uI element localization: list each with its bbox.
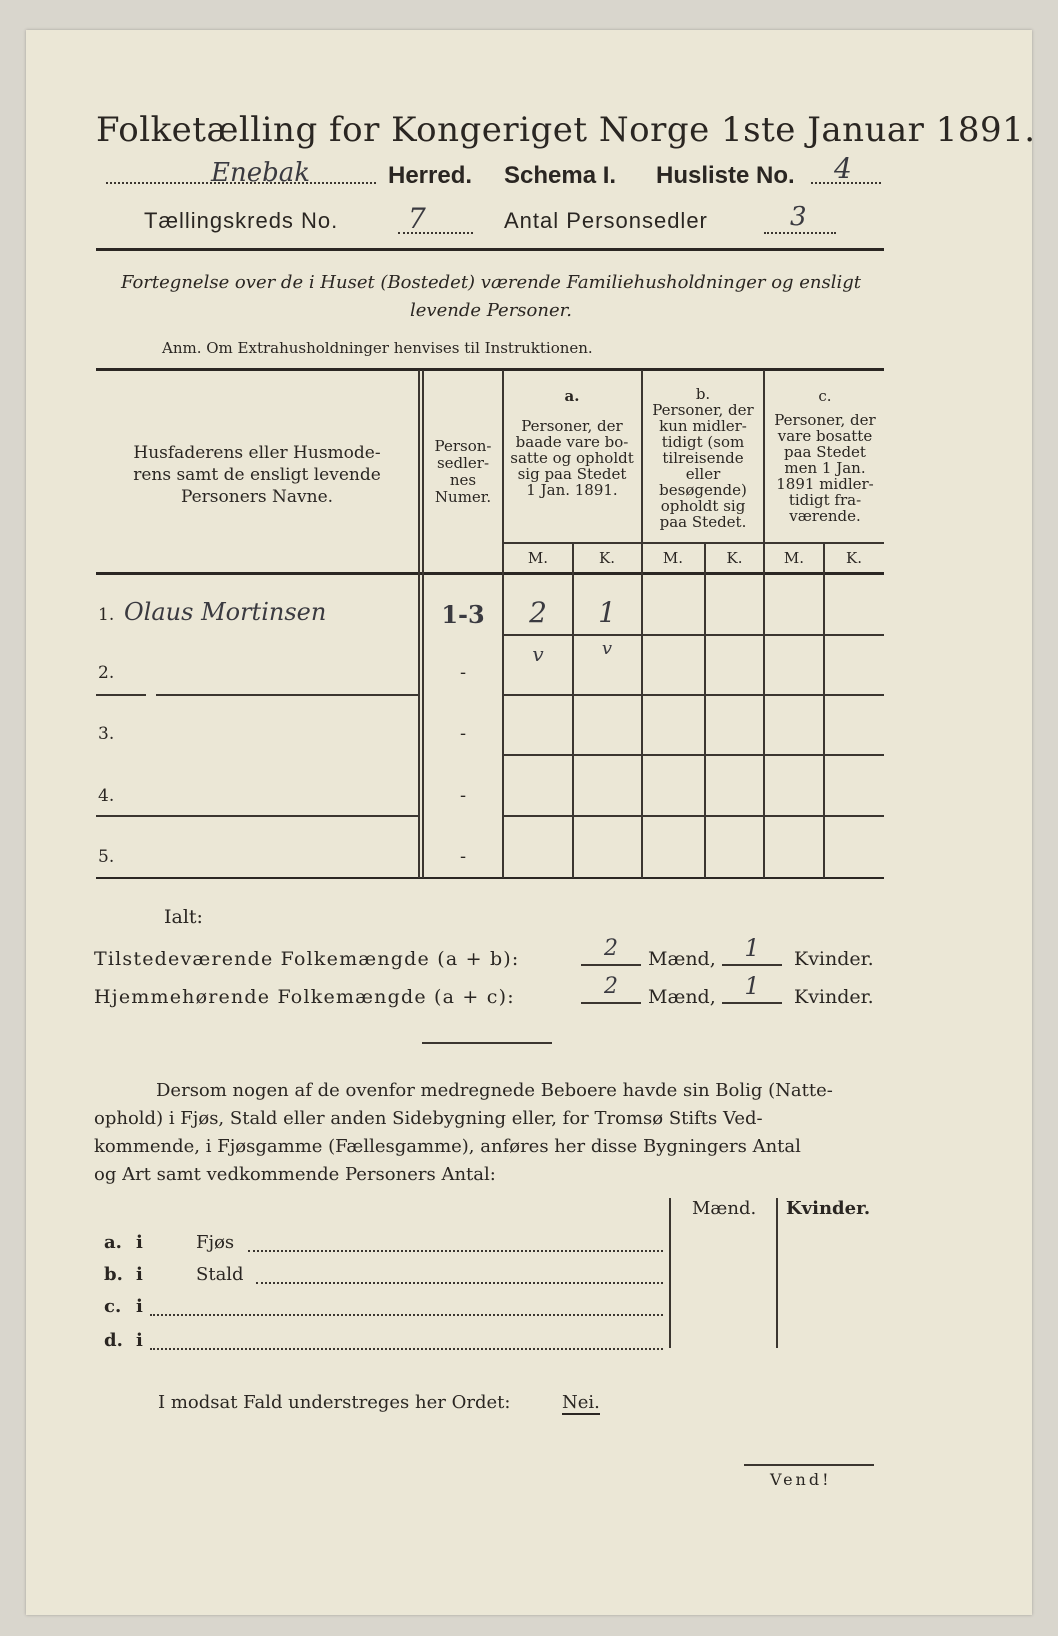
mk-header-b-k: K. (726, 549, 743, 567)
tilstede-kvinder: 1 (744, 934, 760, 962)
modsat-text: I modsat Fald understreges her Ordet: (158, 1392, 511, 1413)
row-num: - (459, 785, 467, 806)
building-i: i (136, 1264, 143, 1285)
anm-note: Anm. Om Extrahusholdninger henvises til Instruktionen. (162, 339, 593, 357)
hjemme-maend-word: Mænd, (648, 986, 716, 1008)
paragraph-line3: kommende, i Fjøsgamme (Fællesgamme), anføres her disse Bygningers Antal (94, 1136, 801, 1157)
building-i: i (136, 1232, 143, 1253)
buildings-kvinder-header: Kvinder. (786, 1198, 871, 1219)
mk-header-b-m: M. (662, 549, 684, 567)
hjemme-maend: 2 (604, 974, 618, 999)
paragraph-line1: Dersom nogen af de ovenfor medregnede Beboere havde sin Bolig (Natte- (156, 1080, 833, 1101)
building-letter: a. (104, 1232, 122, 1253)
hjemme-kvinder-word: Kvinder. (794, 986, 874, 1008)
building-letter: d. (104, 1330, 123, 1351)
husliste-label: Husliste No. (656, 162, 795, 189)
antal-label: Antal Personsedler (504, 208, 708, 233)
mk-header-a-k: K. (599, 549, 615, 567)
description-line1: Fortegnelse over de i Huset (Bostedet) værende Familiehusholdninger og ensligt (120, 272, 862, 293)
divider (422, 1042, 552, 1044)
row-name: Olaus Mortinsen (124, 598, 327, 626)
hjemme-label: Hjemmehørende Folkemængde (a + c): (94, 986, 515, 1008)
row-number: 2. (98, 663, 115, 683)
row-a-k-check: v (601, 638, 613, 659)
hjemme-kvinder: 1 (744, 972, 760, 1000)
row-number: 4. (98, 786, 115, 806)
building-label: Fjøs (196, 1232, 235, 1253)
tilstede-label: Tilstedeværende Folkemængde (a + b): (94, 948, 520, 970)
description-line2: levende Personer. (410, 300, 572, 321)
col-header-name: Husfaderens eller Husmode- rens samt de ensligt levende Personers Navne. (133, 443, 381, 507)
kreds-value: 7 (408, 202, 426, 235)
row-number: 1. (98, 605, 115, 625)
vend-text: Vend! (770, 1470, 832, 1489)
tilstede-maend: 2 (604, 936, 618, 961)
husliste-value: 4 (834, 152, 852, 185)
col-header-b: b. Personer, der kun midler- tidigt (som tilreisende eller besøgende) opholdt sig paa Stedet. (652, 385, 754, 531)
census-form (26, 30, 1036, 1615)
mk-header-a-m: M. (527, 549, 549, 567)
ialt-label: Ialt: (164, 906, 203, 928)
tilstede-kvinder-word: Kvinder. (794, 948, 874, 970)
page-title: Folketælling for Kongeriget Norge 1ste Januar 1891. (96, 110, 1036, 150)
antal-value: 3 (790, 202, 807, 232)
paragraph-line2: ophold) i Fjøs, Stald eller anden Sidebygning eller, for Tromsø Stifts Ved- (94, 1108, 763, 1129)
building-letter: c. (104, 1296, 122, 1317)
row-num: - (459, 846, 467, 867)
kreds-label: Tællingskreds No. (144, 208, 339, 233)
paragraph-line4: og Art samt vedkommende Personers Antal: (94, 1164, 496, 1185)
building-label: Stald (196, 1264, 244, 1285)
herred-value: Enebak (211, 158, 311, 188)
building-i: i (136, 1330, 143, 1351)
row-num: 1-3 (441, 600, 485, 629)
schema-label: Schema I. (504, 162, 617, 189)
herred-label: Herred. (388, 162, 473, 189)
row-num: - (459, 723, 467, 744)
row-num: - (459, 662, 467, 683)
row-a-k: 1 (598, 596, 616, 629)
row-number: 3. (98, 724, 115, 744)
row-a-m-check: v (532, 642, 544, 666)
mk-header-c-k: K. (846, 549, 862, 567)
tilstede-maend-word: Mænd, (648, 948, 716, 970)
col-header-c: c. Personer, der vare bosatte paa Stedet men 1 Jan. 1891 midler- tidigt fra- værende. (774, 387, 876, 525)
building-letter: b. (104, 1264, 123, 1285)
buildings-maend-header: Mænd. (692, 1198, 757, 1219)
col-header-num: Person- sedler- nes Numer. (434, 437, 492, 506)
row-number: 5. (98, 847, 115, 867)
row-a-m: 2 (529, 596, 547, 629)
col-header-a: a. Personer, der baade vare bo- satte og opholdt sig paa Stedet 1 Jan. 1891. (510, 387, 634, 499)
nei-word: Nei. (562, 1392, 600, 1413)
building-i: i (136, 1296, 143, 1317)
mk-header-c-m: M. (783, 549, 805, 567)
